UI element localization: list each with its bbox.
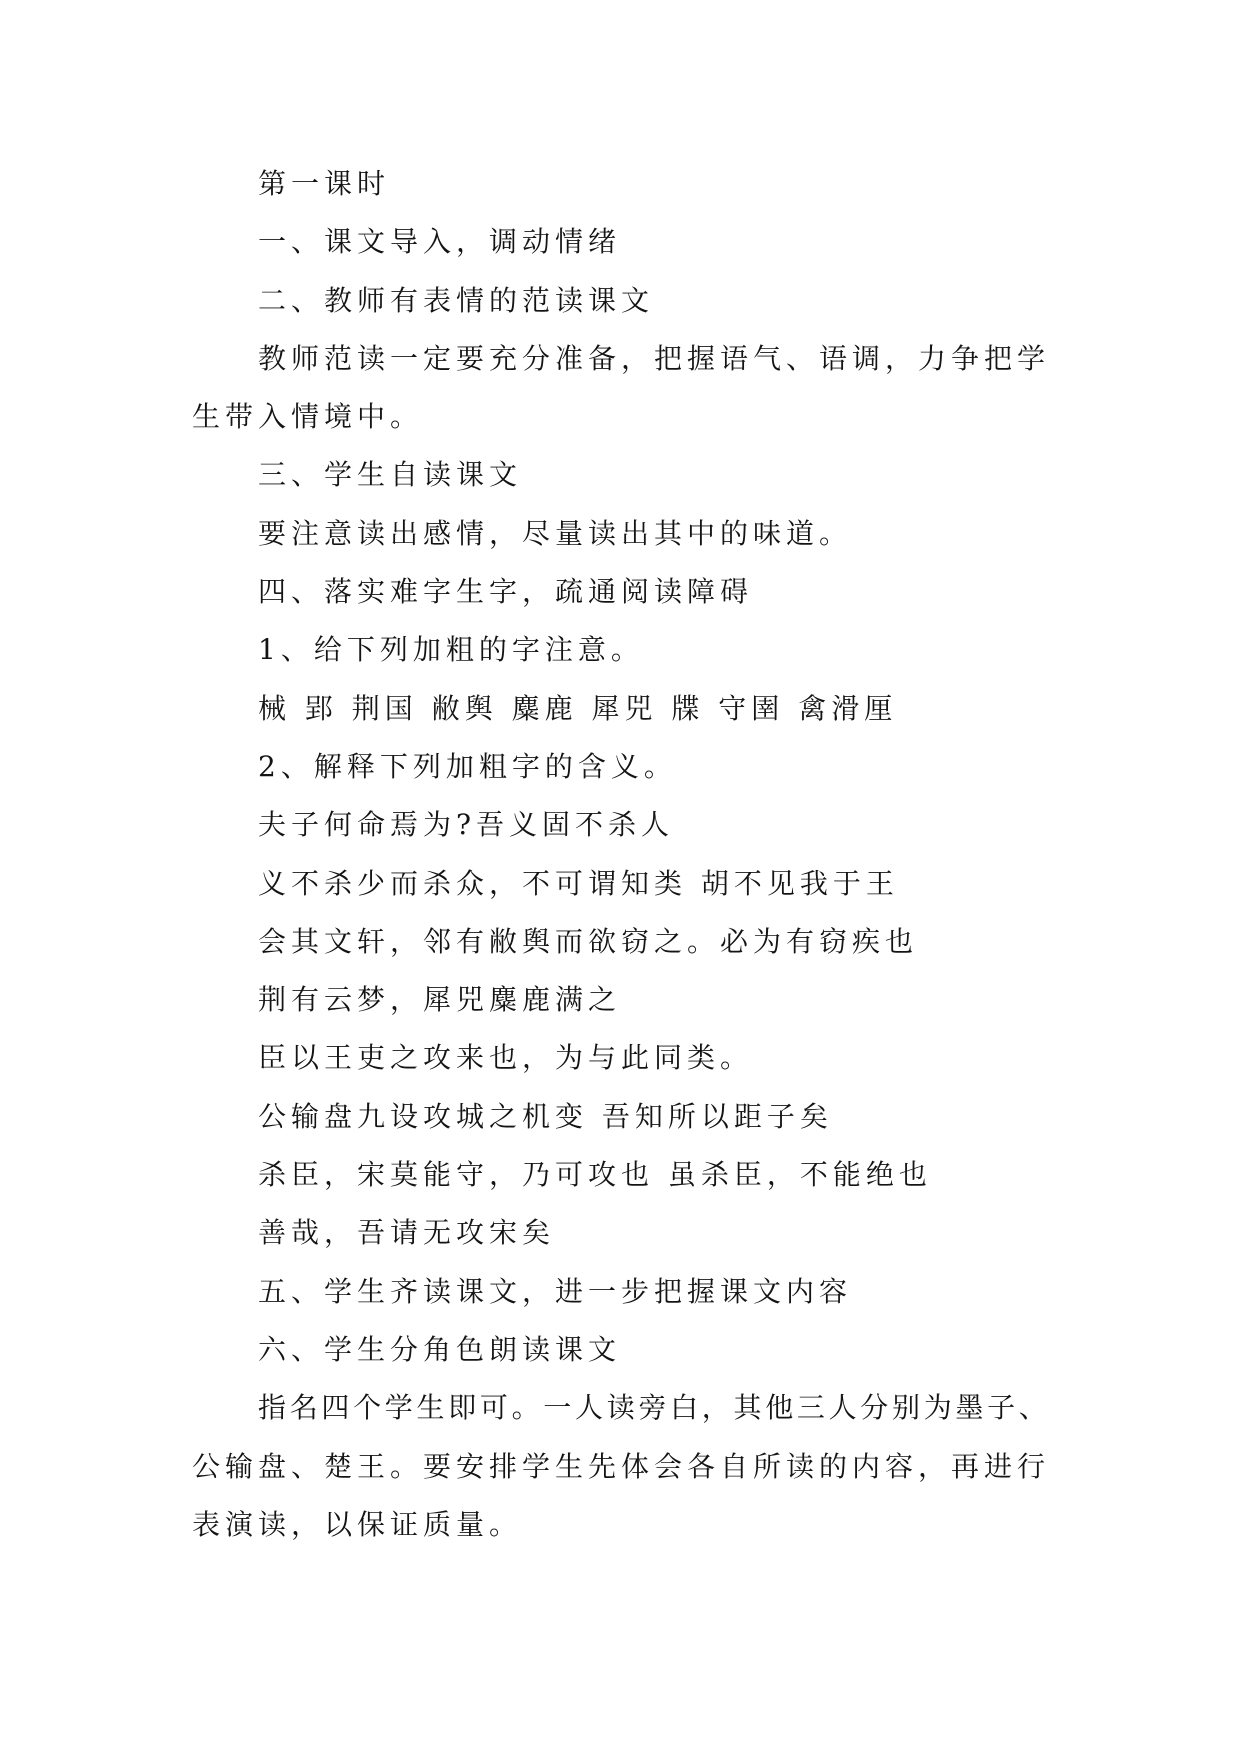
quote-line xyxy=(192,971,1052,1029)
paragraph-line: 要注意读出感情，尽量读出其中的味道。 xyxy=(258,516,853,550)
paragraph-line: 指名四个学生即可。一人读旁白，其他三人分别为墨子、 xyxy=(258,1391,1051,1425)
paragraph-line: 2、解释下列加粗字的含义。 xyxy=(258,749,677,783)
paragraph-line: 臣以王吏之攻来也，为与此同类。 xyxy=(258,1041,754,1075)
paragraph-line: 义不杀少而杀众，不可谓知类 胡不见我于王 xyxy=(258,866,899,900)
paragraph xyxy=(192,505,1052,563)
paragraph-line: 教师范读一定要充分准备，把握语气、语调，力争把学 xyxy=(258,341,1051,375)
paragraph-line: 五、学生齐读课文，进一步把握课文内容 xyxy=(258,1274,853,1308)
paragraph-line: 三、学生自读课文 xyxy=(258,458,523,492)
section-heading xyxy=(192,1321,1052,1379)
paragraph-line: 二、教师有表情的范读课文 xyxy=(258,283,655,317)
paragraph-line: 生带入情境中。 xyxy=(192,400,424,434)
paragraph-line: 第一课时 xyxy=(258,167,391,200)
section-heading xyxy=(192,446,1052,504)
quote-line xyxy=(192,1088,1052,1146)
paragraph-line: 会其文轩，邻有敝舆而欲窃之。必为有窃疾也 xyxy=(258,924,919,958)
paragraph-line: 四、落实难字生字，疏通阅读障碍 xyxy=(258,575,754,609)
paragraph-line: 械 郢 荆国 敝舆 麋鹿 犀兕 牒 守圉 禽滑厘 xyxy=(258,691,898,725)
quote-line xyxy=(192,1146,1052,1204)
section-heading xyxy=(192,1263,1052,1321)
paragraph-line: 一、课文导入，调动情绪 xyxy=(258,225,622,259)
quote-line xyxy=(192,855,1052,913)
quote-line xyxy=(192,913,1052,971)
paragraph-line: 表演读，以保证质量。 xyxy=(192,1507,523,1541)
paragraph xyxy=(192,330,1052,447)
paragraph-line: 1、给下列加粗的字注意。 xyxy=(258,633,644,667)
section-heading xyxy=(192,213,1052,271)
section-heading xyxy=(192,563,1052,621)
paragraph-line: 公输盘九设攻城之机变 吾知所以距子矣 xyxy=(258,1099,833,1133)
quote-line xyxy=(192,1029,1052,1087)
exercise-item xyxy=(192,738,1052,796)
exercise-item xyxy=(192,621,1052,679)
quote-line xyxy=(192,796,1052,854)
paragraph-line: 善哉，吾请无攻宋矣 xyxy=(258,1216,556,1250)
paragraph-line: 杀臣，宋莫能守，乃可攻也 虽杀臣，不能绝也 xyxy=(258,1158,932,1192)
paragraph xyxy=(192,1379,1052,1554)
section-heading xyxy=(192,272,1052,330)
paragraph-line: 夫子何命焉为?吾义固不杀人 xyxy=(258,808,675,842)
vocabulary-list xyxy=(192,680,1052,738)
paragraph-line: 六、学生分角色朗读课文 xyxy=(258,1332,622,1366)
quote-line xyxy=(192,1204,1052,1262)
paragraph-line: 荆有云梦，犀兕麋鹿满之 xyxy=(258,983,622,1017)
lesson-heading xyxy=(192,155,1052,213)
document-body xyxy=(192,155,1052,1554)
paragraph-line: 公输盘、楚王。要安排学生先体会各自所读的内容，再进行 xyxy=(192,1449,1051,1483)
